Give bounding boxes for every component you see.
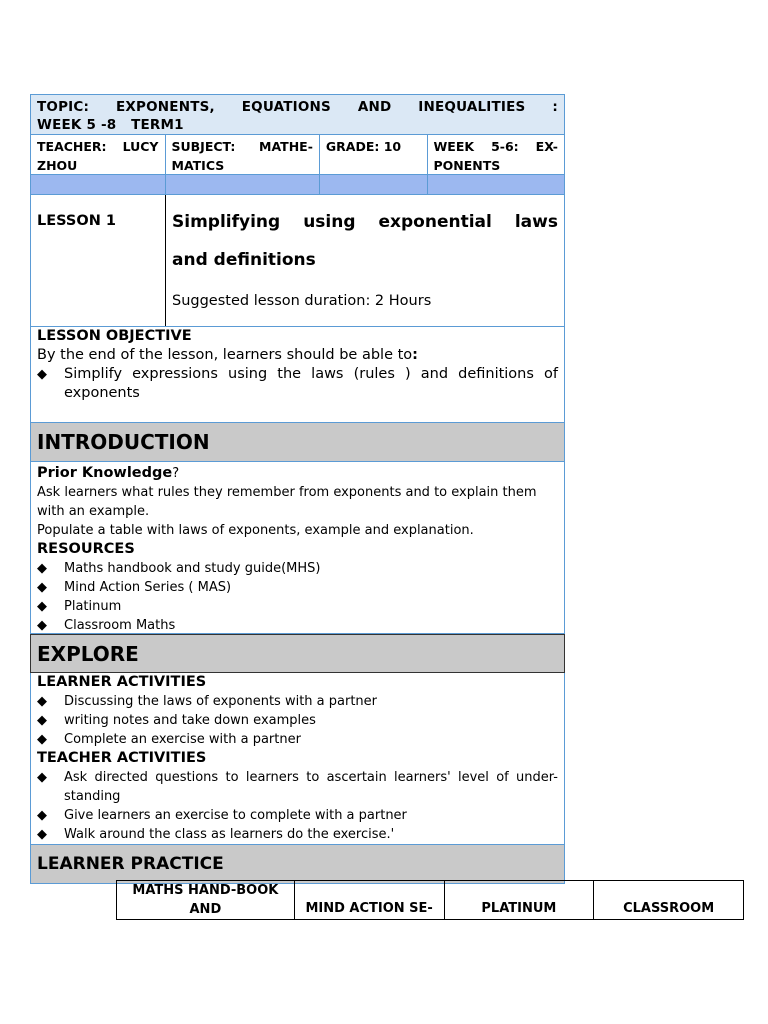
table-header-cell: CLASSROOM xyxy=(623,901,715,916)
learner-activities-heading: LEARNER ACTIVITIES xyxy=(37,674,207,690)
diamond-bullet-icon: ◆ xyxy=(37,580,47,595)
title-word: exponential xyxy=(378,212,492,232)
teacher-cell: TEACHER: LUCY ZHOU xyxy=(31,135,166,174)
explore-content xyxy=(30,673,565,845)
topic-word: EXPONENTS, xyxy=(115,99,215,115)
diamond-bullet-icon: ◆ xyxy=(37,599,47,614)
title-word: laws xyxy=(514,212,558,232)
lesson-duration: Suggested lesson duration: 2 Hours xyxy=(172,293,432,309)
lesson-plan-document xyxy=(30,94,565,884)
topic-header xyxy=(30,94,565,135)
title-word: Simplifying xyxy=(172,212,281,232)
diamond-bullet-icon: ◆ xyxy=(37,713,47,728)
diamond-bullet-icon: ◆ xyxy=(37,561,47,576)
prior-knowledge-text-2: Populate a table with laws of exponents, example and explanation. xyxy=(37,523,474,538)
objective-item-text: Simplify expressions using the laws (rules ) and definitions of exponents xyxy=(64,366,558,401)
learner-activity-text: Complete an exercise with a partner xyxy=(64,732,301,747)
resource-text: Mind Action Series ( MAS) xyxy=(64,580,232,595)
band-cell xyxy=(166,175,320,194)
explore-heading: EXPLORE xyxy=(30,634,565,673)
diamond-bullet-icon: ◆ xyxy=(37,808,47,823)
info-row xyxy=(30,135,565,175)
learner-activity-item xyxy=(37,711,558,730)
learner-activity-item xyxy=(37,730,558,749)
learner-activity-text: Discussing the laws of exponents with a partner xyxy=(64,694,378,709)
teacher-activity-text: Ask directed questions to learners to ascertain learners' level of under-standing xyxy=(64,770,558,804)
table-header-cell: PLATINUM xyxy=(445,881,595,919)
introduction-content xyxy=(30,464,565,634)
title-word: using xyxy=(303,212,356,232)
diamond-bullet-icon: ◆ xyxy=(37,732,47,747)
lesson-row xyxy=(30,195,565,327)
teacher-activities-heading: TEACHER ACTIVITIES xyxy=(37,750,207,766)
resources-heading: RESOURCES xyxy=(37,541,135,557)
prior-knowledge-line xyxy=(37,464,558,483)
diamond-bullet-icon: ◆ xyxy=(37,770,47,785)
resource-item xyxy=(37,597,558,616)
topic-word: AND xyxy=(357,99,392,115)
resource-text: Maths handbook and study guide(MHS) xyxy=(64,561,321,576)
teacher-activity-text: Walk around the class as learners do the exercise.' xyxy=(64,827,395,842)
resource-text: Classroom Maths xyxy=(64,618,176,633)
objective-intro-text: By the end of the lesson, learners should be able to xyxy=(37,347,413,363)
topic-line-1 xyxy=(37,98,558,116)
teacher-activity-text: Give learners an exercise to complete with a partner xyxy=(64,808,407,823)
prior-knowledge-label: Prior Knowledge xyxy=(37,465,173,481)
table-header-cell: MATHS HAND-BOOK AND xyxy=(117,881,295,919)
diamond-bullet-icon: ◆ xyxy=(37,694,47,709)
objective-section xyxy=(30,327,565,423)
topic-word: TOPIC: xyxy=(37,99,90,115)
topic-line-2: WEEK 5 -8 TERM1 xyxy=(37,117,184,133)
lesson-title-line-1 xyxy=(172,203,558,241)
band-cell xyxy=(31,175,166,194)
blue-band-row xyxy=(30,175,565,195)
table-header-cell: MIND ACTION SE- xyxy=(295,881,445,919)
band-cell xyxy=(320,175,428,194)
resource-item xyxy=(37,559,558,578)
week-cell: WEEK 5-6: EX-PONENTS xyxy=(433,139,558,173)
resources-table-header xyxy=(116,880,744,920)
lesson-number: LESSON 1 xyxy=(31,195,166,326)
lesson-title-line-2: and definitions xyxy=(172,250,316,270)
teacher-activity-item xyxy=(37,825,558,844)
learner-activity-item xyxy=(37,692,558,711)
diamond-bullet-icon: ◆ xyxy=(37,827,47,842)
learner-practice-heading: LEARNER PRACTICE xyxy=(30,845,565,884)
subject-cell: SUBJECT: MATHE-MATICS xyxy=(166,135,320,174)
topic-word: EQUATIONS xyxy=(241,99,331,115)
teacher-activity-item xyxy=(37,768,558,806)
resource-text: Platinum xyxy=(64,599,122,614)
learner-activity-text: writing notes and take down examples xyxy=(64,713,316,728)
objective-intro xyxy=(37,346,558,365)
lesson-title-cell xyxy=(166,195,564,326)
diamond-bullet-icon: ◆ xyxy=(37,618,47,633)
prior-knowledge-text-1: Ask learners what rules they remember from exponents and to explain them with an example. xyxy=(37,485,537,519)
topic-word: : xyxy=(552,99,558,115)
band-cell xyxy=(428,175,564,194)
resource-item xyxy=(37,616,558,635)
objective-intro-colon: : xyxy=(412,347,418,363)
grade-cell: GRADE: 10 xyxy=(320,135,428,174)
introduction-heading: INTRODUCTION xyxy=(30,423,565,462)
objective-heading: LESSON OBJECTIVE xyxy=(37,328,192,344)
teacher-activity-item xyxy=(37,806,558,825)
diamond-bullet-icon: ◆ xyxy=(37,367,47,382)
prior-knowledge-question-mark: ? xyxy=(172,466,180,481)
objective-item xyxy=(37,365,558,403)
resource-item xyxy=(37,578,558,597)
topic-word: INEQUALITIES xyxy=(418,99,526,115)
